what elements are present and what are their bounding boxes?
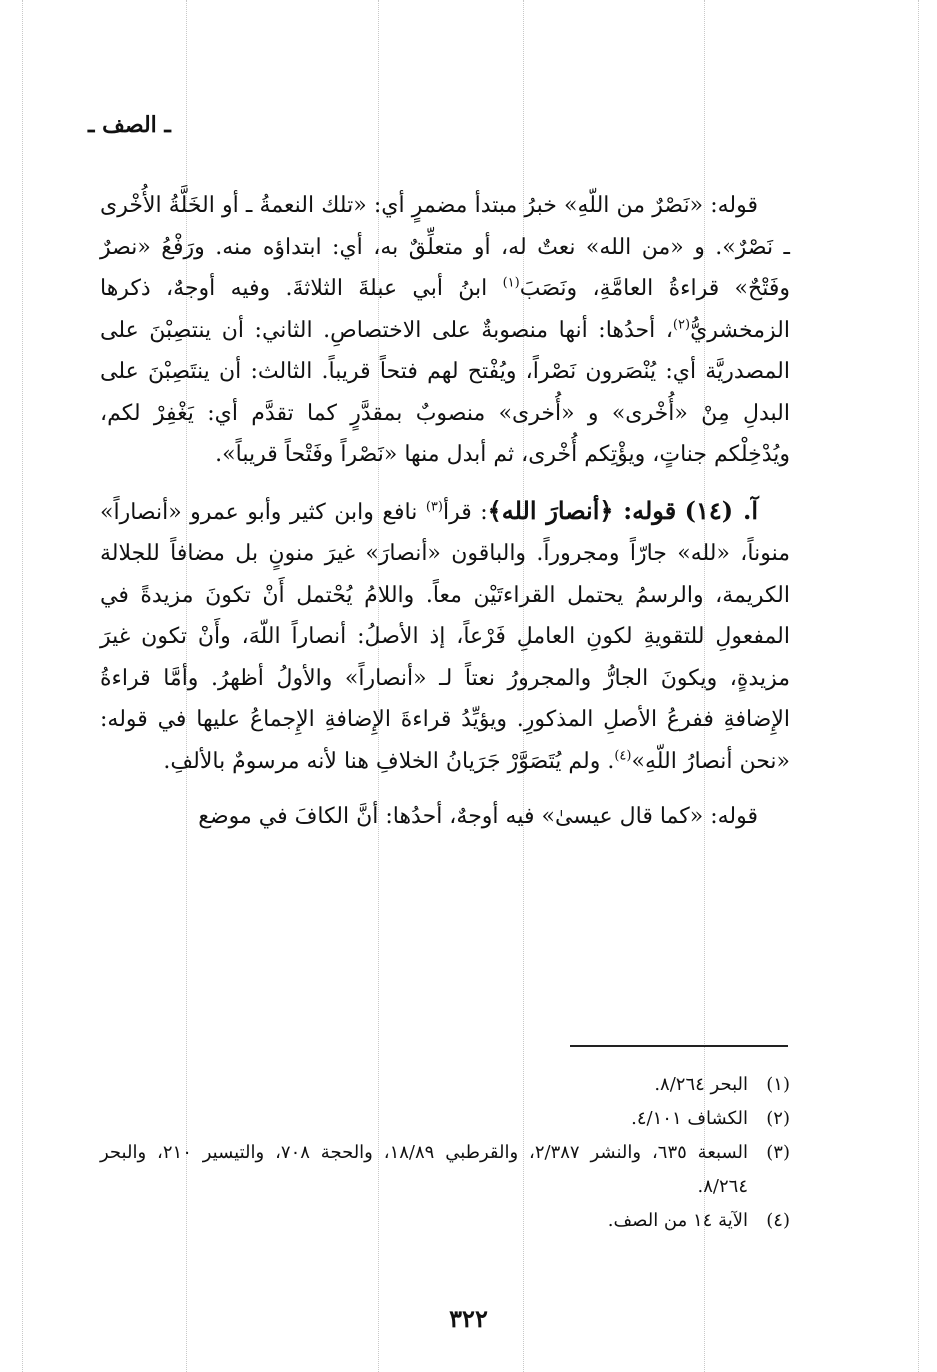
footnote-ref: (٢) bbox=[672, 317, 691, 333]
footnotes bbox=[100, 1068, 790, 1238]
footnote-number: (١) bbox=[766, 1074, 790, 1095]
page-number: ٣٢٢ bbox=[449, 1304, 488, 1333]
footnote-text: السبعة ٦٣٥، والنشر ٢/٣٨٧، والقرطبي ١٨/٨٩، والحجة ٧٠٨، والتيسير ٢١٠، والبحر ٨/٢٦٤. bbox=[100, 1142, 748, 1197]
margin-guide-left bbox=[22, 0, 23, 1372]
paragraph-text: قوله: «كما قال عيسىٰ» فيه أوجهٌ، أحدُها: أنَّ الكافَ في موضع bbox=[198, 804, 758, 829]
paragraph-text: ابنُ أبي عبلةَ الثلاثةَ. وفيه أوجهٌ، ذكرها الزمخشريُّ bbox=[100, 276, 790, 343]
paragraph-text: . ولم يُتَصَوَّرْ جَرَيانُ الخلافِ هنا لأنه مرسومٌ بالألفِ. bbox=[163, 748, 615, 774]
footnote bbox=[100, 1204, 790, 1238]
verse-heading: قوله: ﴿أنصارَ الله﴾ bbox=[487, 495, 677, 525]
footnote-text: الكشاف ٤/١٠١. bbox=[631, 1108, 748, 1129]
paragraph-text: ، أحدُها: أنها منصوبةٌ على الاختصاصِ. الثاني: أن ينتصِبْنَ على المصدريَّة أي: يُنْصَرون نَصْراً، ويُفْتح لهم فتحاً قريباً. الثالث: أن ينتَصِبْنَ على البدلِ مِنْ «أُخْرى» و «أُخرى» منصوبٌ بمقدَّرٍ كما تقدَّم أي: يَغْفِرْ لكم، ويُدْخِلْكم جناتٍ، ويؤْتِكم أُخْرى، ثم أبدل منها «نَصْراً وفَتْحاً قريباً». bbox=[100, 317, 790, 467]
footnote-ref: (٤) bbox=[614, 748, 632, 764]
running-header: ـ الصف ـ bbox=[88, 112, 171, 138]
footnote bbox=[100, 1102, 790, 1136]
paragraph-text: : قرأ bbox=[442, 499, 488, 525]
paragraph bbox=[100, 185, 790, 476]
footnote-text: البحر ٨/٢٦٤. bbox=[654, 1074, 748, 1095]
margin-guide-right bbox=[918, 0, 919, 1372]
paragraph bbox=[100, 796, 790, 838]
footnote-text: الآية ١٤ من الصف. bbox=[607, 1210, 748, 1231]
footnote bbox=[100, 1136, 790, 1204]
paragraph-text: قوله: «نَصْرٌ من اللّهِ» خبرُ مبتدأ مضمرٍ أي: «تلك النعمةُ ـ أو الخَلَّةُ الأُخْرى ـ نَصْرٌ». و «من الله» نعتٌ له، أو متعلِّقٌ به، أي: ابتداؤه منه. ورَفْعُ «نصرٌ وفَتْحٌ» قراءةُ العامَّةِ، ونَصَبَ bbox=[100, 193, 790, 301]
paragraph bbox=[100, 490, 790, 783]
footnote-number: (٢) bbox=[766, 1108, 790, 1129]
footnote-ref: (١) bbox=[502, 275, 520, 291]
footnote-ref: (٣) bbox=[425, 499, 443, 515]
main-text bbox=[100, 185, 790, 838]
footnote bbox=[100, 1068, 790, 1102]
footnote-number: (٤) bbox=[766, 1210, 790, 1231]
verse-number: آ. (١٤) bbox=[684, 495, 759, 525]
footnote-number: (٣) bbox=[766, 1142, 790, 1163]
paragraph-text: نافع وابن كثير وأبو عمرو «أنصاراً» منوناً، «لله» جارّاً ومجروراً. والباقون «أنصارَ» غيرَ منونٍ بل مضافاً للجلالة الكريمة، والرسمُ يحتمل القراءتَيْن معاً. واللامُ يُحْتمل أَنْ تكونَ مزيدةً في المفعولِ للتقويةِ لكونِ العاملِ فَرْعاً، إذ الأصلُ: أنصاراً اللّهَ، وأَنْ تكون غيرَ مزيدةٍ، ويكونَ الجارُّ والمجرورُ نعتاً لـ «أنصاراً» والأولُ أظهرُ. وأمَّا قراءةُ الإِضافةِ ففرعُ الأصلِ المذكورِ. ويؤيِّدُ قراءةَ الإِضافةِ الإِجماعُ عليها في قوله: «نحن أنصارُ اللّهِ» bbox=[100, 499, 790, 774]
footnote-separator bbox=[570, 1045, 788, 1047]
